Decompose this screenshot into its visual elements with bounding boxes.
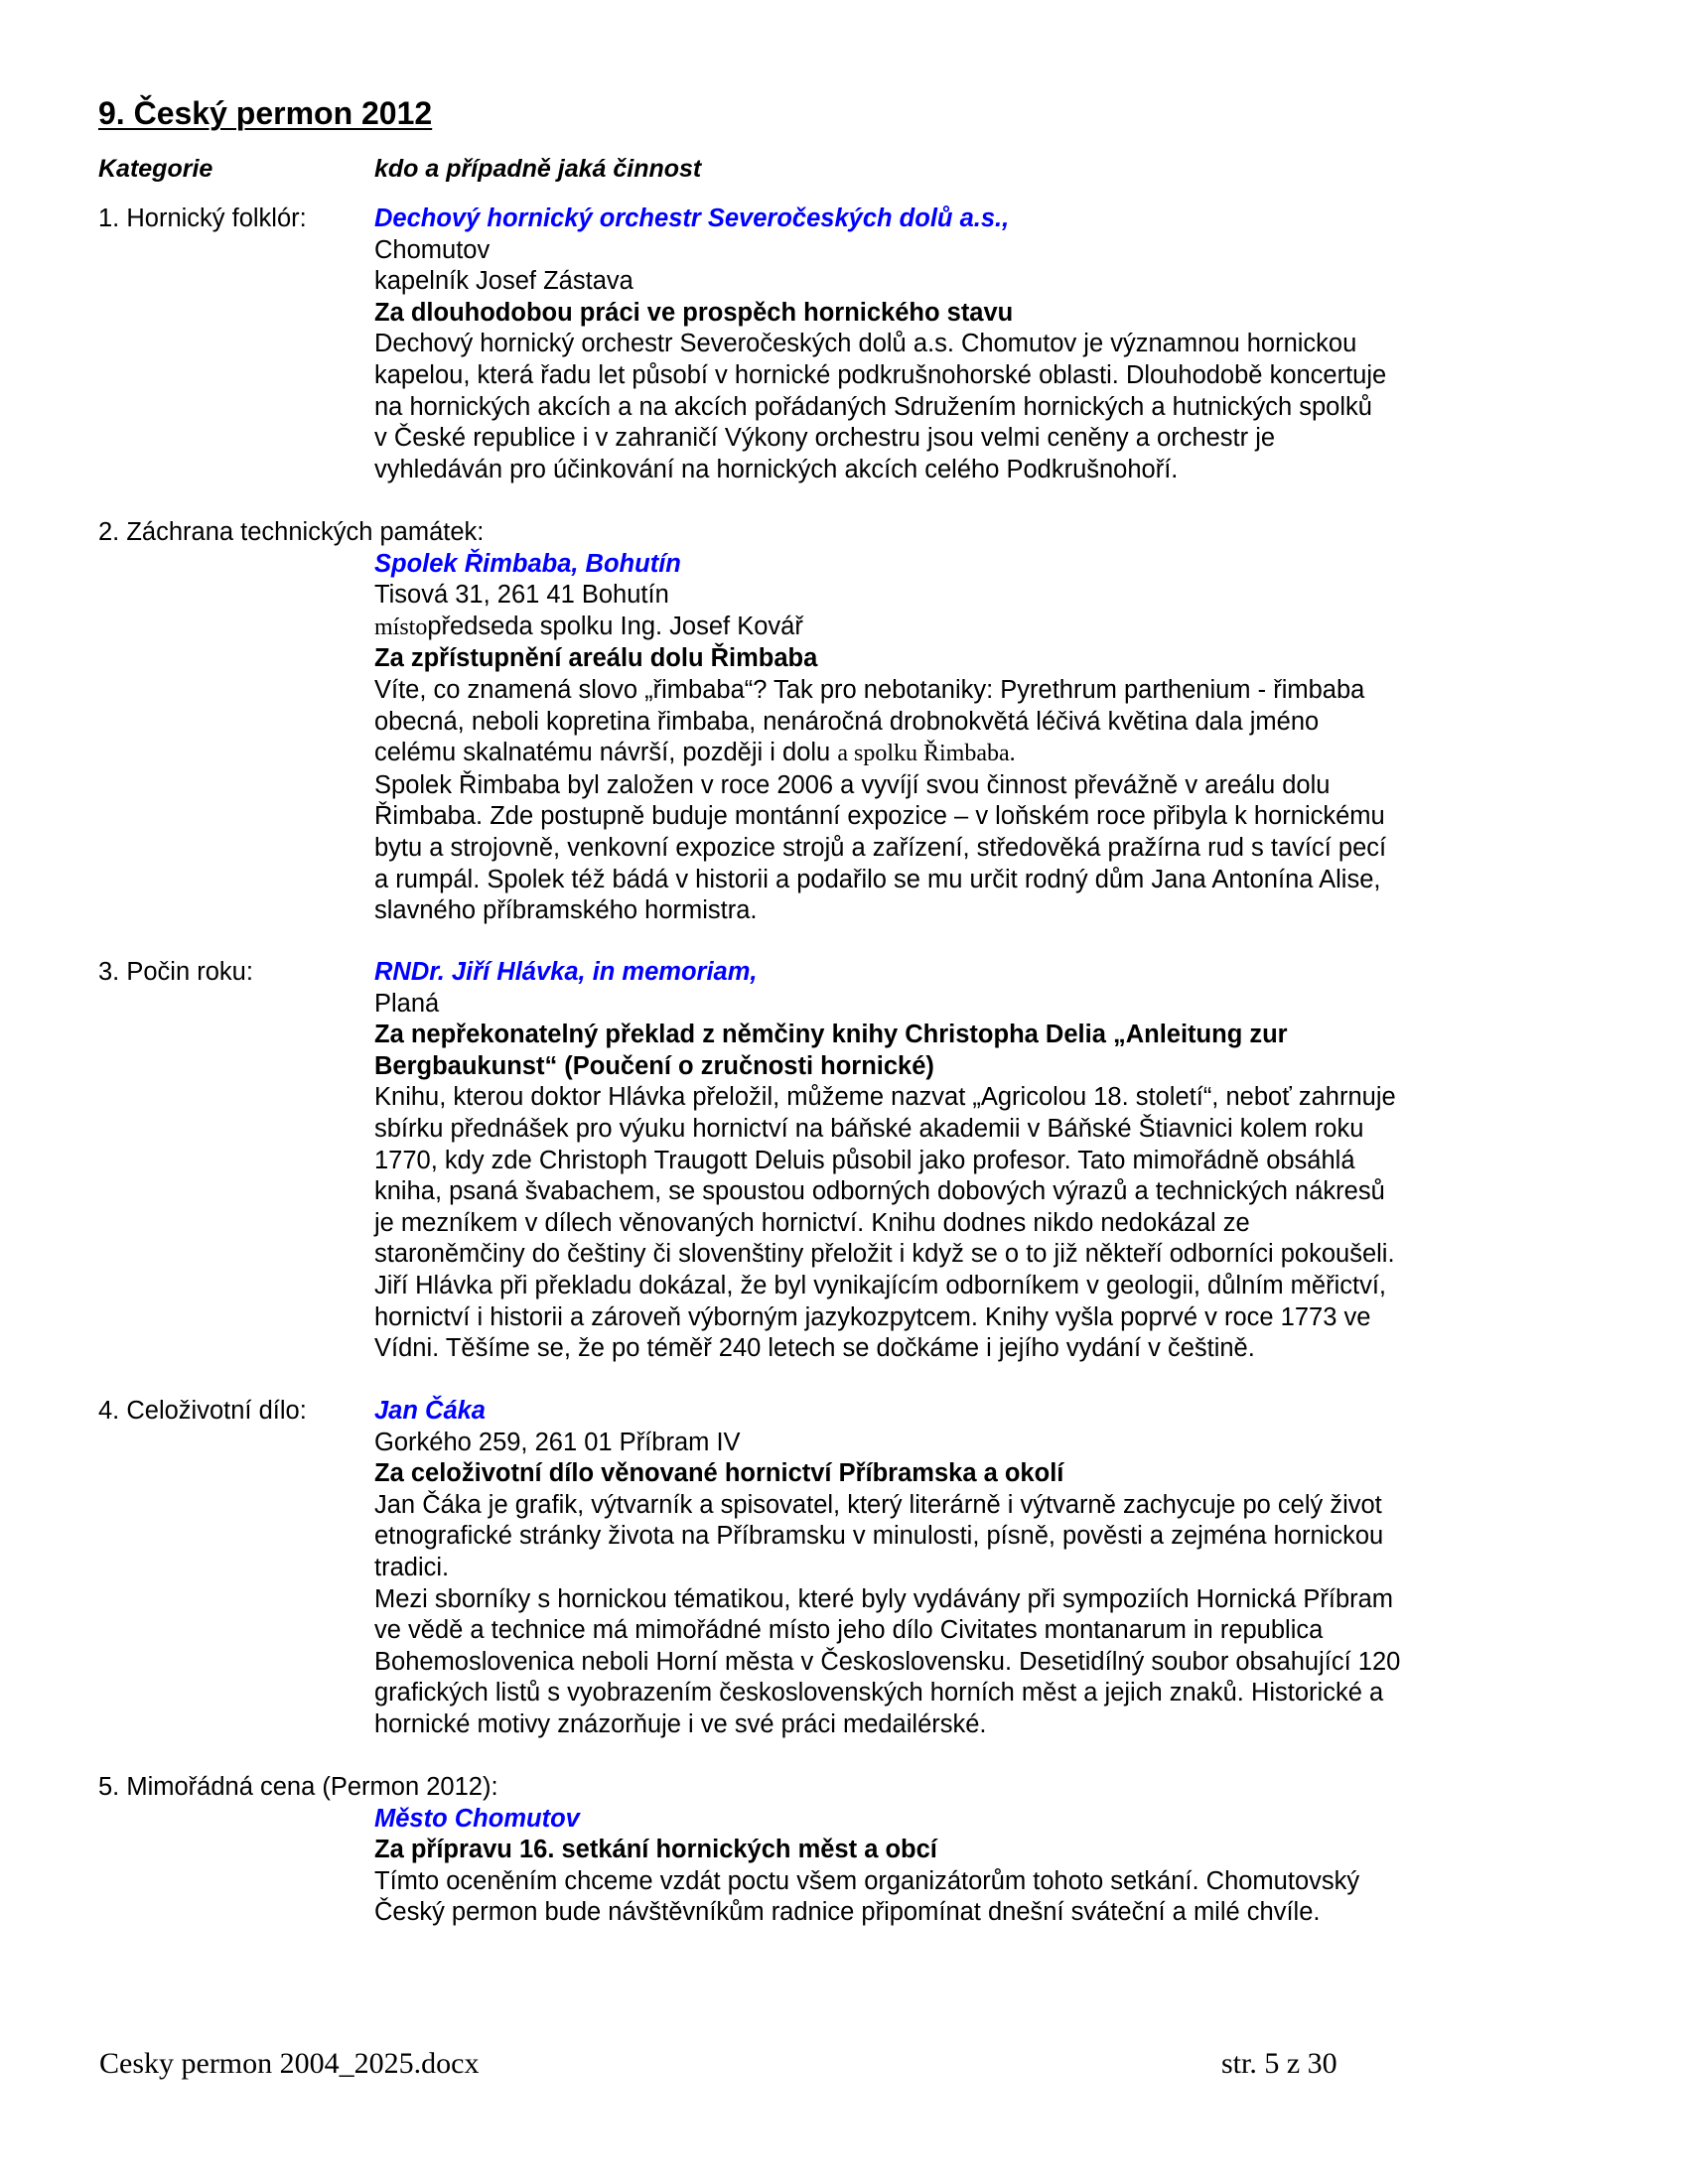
category-label: 1. Hornický folklór: [98,205,307,232]
description-line: Dechový hornický orchestr Severočeských dolů a.s. Chomutov je významnou hornickou [374,330,1357,358]
award-reason: Za přípravu 16. setkání hornických měst a obcí [374,1836,937,1864]
contact-rest: předseda spolku Ing. Josef Kovář [427,612,803,640]
description-line: Víte, co znamená slovo „řimbaba“? Tak pro nebotaniky: Pyrethrum parthenium - řimbaba [374,675,1365,704]
description-line: vyhledáván pro účinkování na hornických akcích celého Podkrušnohoří. [374,455,1179,483]
description-line: 1770, kdy zde Christoph Traugott Deluis působil jako profesor. Tato mimořádně obsáhlá [374,1146,1355,1174]
description-line: Mezi sborníky s hornickou tématikou, které byly vydávány při sympoziích Hornická Příbram [374,1584,1394,1613]
column-header-who: kdo a případně jaká činnost [374,155,702,183]
award-reason: Za zpřístupnění areálu dolu Řimbaba [374,644,818,673]
description-line: hornictví i historii a zároveň výborným jazykozpytcem. Knihy vyšla poprvé v roce 1773 ve [374,1302,1371,1331]
description-line: Český permon bude návštěvníkům radnice připomínat dnešní sváteční a milé chvíle. [374,1898,1321,1927]
description-line: sbírku přednášek pro výuku hornictví na báňské akademii v Báňské Štiavnici kolem roku [374,1114,1364,1143]
description-line: hornické motivy znázorňuje i ve své práci medailérské. [374,1709,987,1738]
award-details [374,1396,1506,1741]
awardee-name: Dechový hornický orchestr Severočeských dolů a.s., [374,205,1010,232]
awardee-location: Planá [374,989,440,1018]
description-line: Vídni. Těšíme se, že po téměř 240 letech se dočkáme i jejího vydání v češtině. [374,1334,1255,1363]
description-line [374,738,1506,770]
category-label: 3. Počin roku: [98,958,253,986]
footer-filename: Cesky permon 2004_2025.docx [99,2047,480,2080]
description-line: v České republice i v zahraničí Výkony orchestru jsou velmi ceněny a orchestr je [374,424,1276,453]
description-line: kniha, psaná švabachem, se spoustou odborných dobových výrazů a technických nákresů [374,1177,1385,1206]
description-line: Jan Čáka je grafik, výtvarník a spisovatel, který literárně i výtvarně zachycuje po celý život [374,1490,1382,1519]
awardee-name: RNDr. Jiří Hlávka, in memoriam, [374,958,758,986]
description-line: grafických listů s vyobrazením československých horních měst a jejich znaků. Historické a [374,1679,1384,1707]
award-details [374,204,1506,485]
description-line: Řimbaba. Zde postupně buduje montánní expozice – v loňském roce přibyla k hornickému [374,802,1385,831]
description-line: a rumpál. Spolek též bádá v historii a podařilo se mu určit rodný dům Jana Antonína Alise, [374,865,1381,893]
description-line: staroněmčiny do češtiny či slovenštiny přeložit i když se o to již někteří odborníci pokoušeli. [374,1240,1395,1269]
footer-page-number: str. 5 z 30 [1221,2047,1337,2080]
award-details [374,1804,1506,1929]
description-line: na hornických akcích a na akcích pořádaných Sdružením hornických a hutnických spolků [374,392,1372,421]
awardee-name: Spolek Řimbaba, Bohutín [374,549,681,578]
page-title: 9. Český permon 2012 [98,95,433,131]
awardee-address: Tisová 31, 261 41 Bohutín [374,581,669,610]
awardee-contact: kapelník Josef Zástava [374,267,633,296]
description-line: tradici. [374,1553,450,1581]
description-line: je mezníkem v dílech věnovaných hornictví. Knihu dodnes nikdo nedokázal ze [374,1208,1250,1237]
description-line: kapelou, která řadu let působí v hornické podkrušnohorské oblasti. Dlouhodobě koncertuje [374,360,1387,389]
description-line: Tímto oceněním chceme vzdát poctu všem organizátorům tohoto setkání. Chomutovský [374,1866,1360,1895]
award-reason: Bergbaukunst“ (Poučení o zručnosti hornické) [374,1051,934,1080]
description-line: Spolek Řimbaba byl založen v roce 2006 a vyvíjí svou činnost převážně v areálu dolu [374,770,1331,799]
awardee-contact [374,612,1506,644]
description-line: obecná, neboli kopretina řimbaba, nenáročná drobnokvětá léčivá květina dala jméno [374,707,1320,736]
awardee-name: Město Chomutov [374,1804,580,1833]
description-line: slavného příbramského hormistra. [374,896,758,925]
description-serif-part: a spolku Řimbaba. [837,741,1016,767]
award-reason: Za celoživotní dílo věnované hornictví Příbramska a okolí [374,1459,1064,1488]
description-line: Knihu, kterou doktor Hlávka přeložil, můžeme nazvat „Agricolou 18. století“, neboť zahrnuje [374,1083,1396,1112]
award-details [374,957,1506,1365]
category-label: 4. Celoživotní dílo: [98,1397,307,1425]
category-label: 5. Mimořádná cena (Permon 2012): [98,1773,498,1801]
awardee-location: Chomutov [374,235,491,264]
awardee-name: Jan Čáka [374,1397,486,1425]
column-header-category: Kategorie [98,155,213,183]
category-label: 2. Záchrana technických památek: [98,518,485,546]
awardee-address: Gorkého 259, 261 01 Příbram IV [374,1428,741,1456]
contact-prefix: místo [374,614,428,640]
description-line: bytu a strojovně, venkovní expozice strojů a zařízení, středověká pražírna rud s tavící pecí [374,833,1387,862]
award-details [374,549,1506,927]
description-line: ve vědě a technice má mimořádné místo jeho dílo Civitates montanarum in republica [374,1616,1324,1645]
description-line: Jiří Hlávka při překladu dokázal, že byl vynikajícím odborníkem v geologii, důlním měřictví, [374,1271,1386,1299]
description-sans-part: celému skalnatému návrší, později i dolu [374,739,838,767]
award-reason: Za nepřekonatelný překlad z němčiny knihy Christopha Delia „Anleitung zur [374,1021,1288,1049]
description-line: Bohemoslovenica neboli Horní města v Československu. Desetidílný soubor obsahující 120 [374,1647,1401,1676]
description-line: etnografické stránky života na Příbramsku v minulosti, písně, pověsti a zejména hornickou [374,1522,1384,1551]
award-reason: Za dlouhodobou práci ve prospěch hornického stavu [374,298,1014,327]
